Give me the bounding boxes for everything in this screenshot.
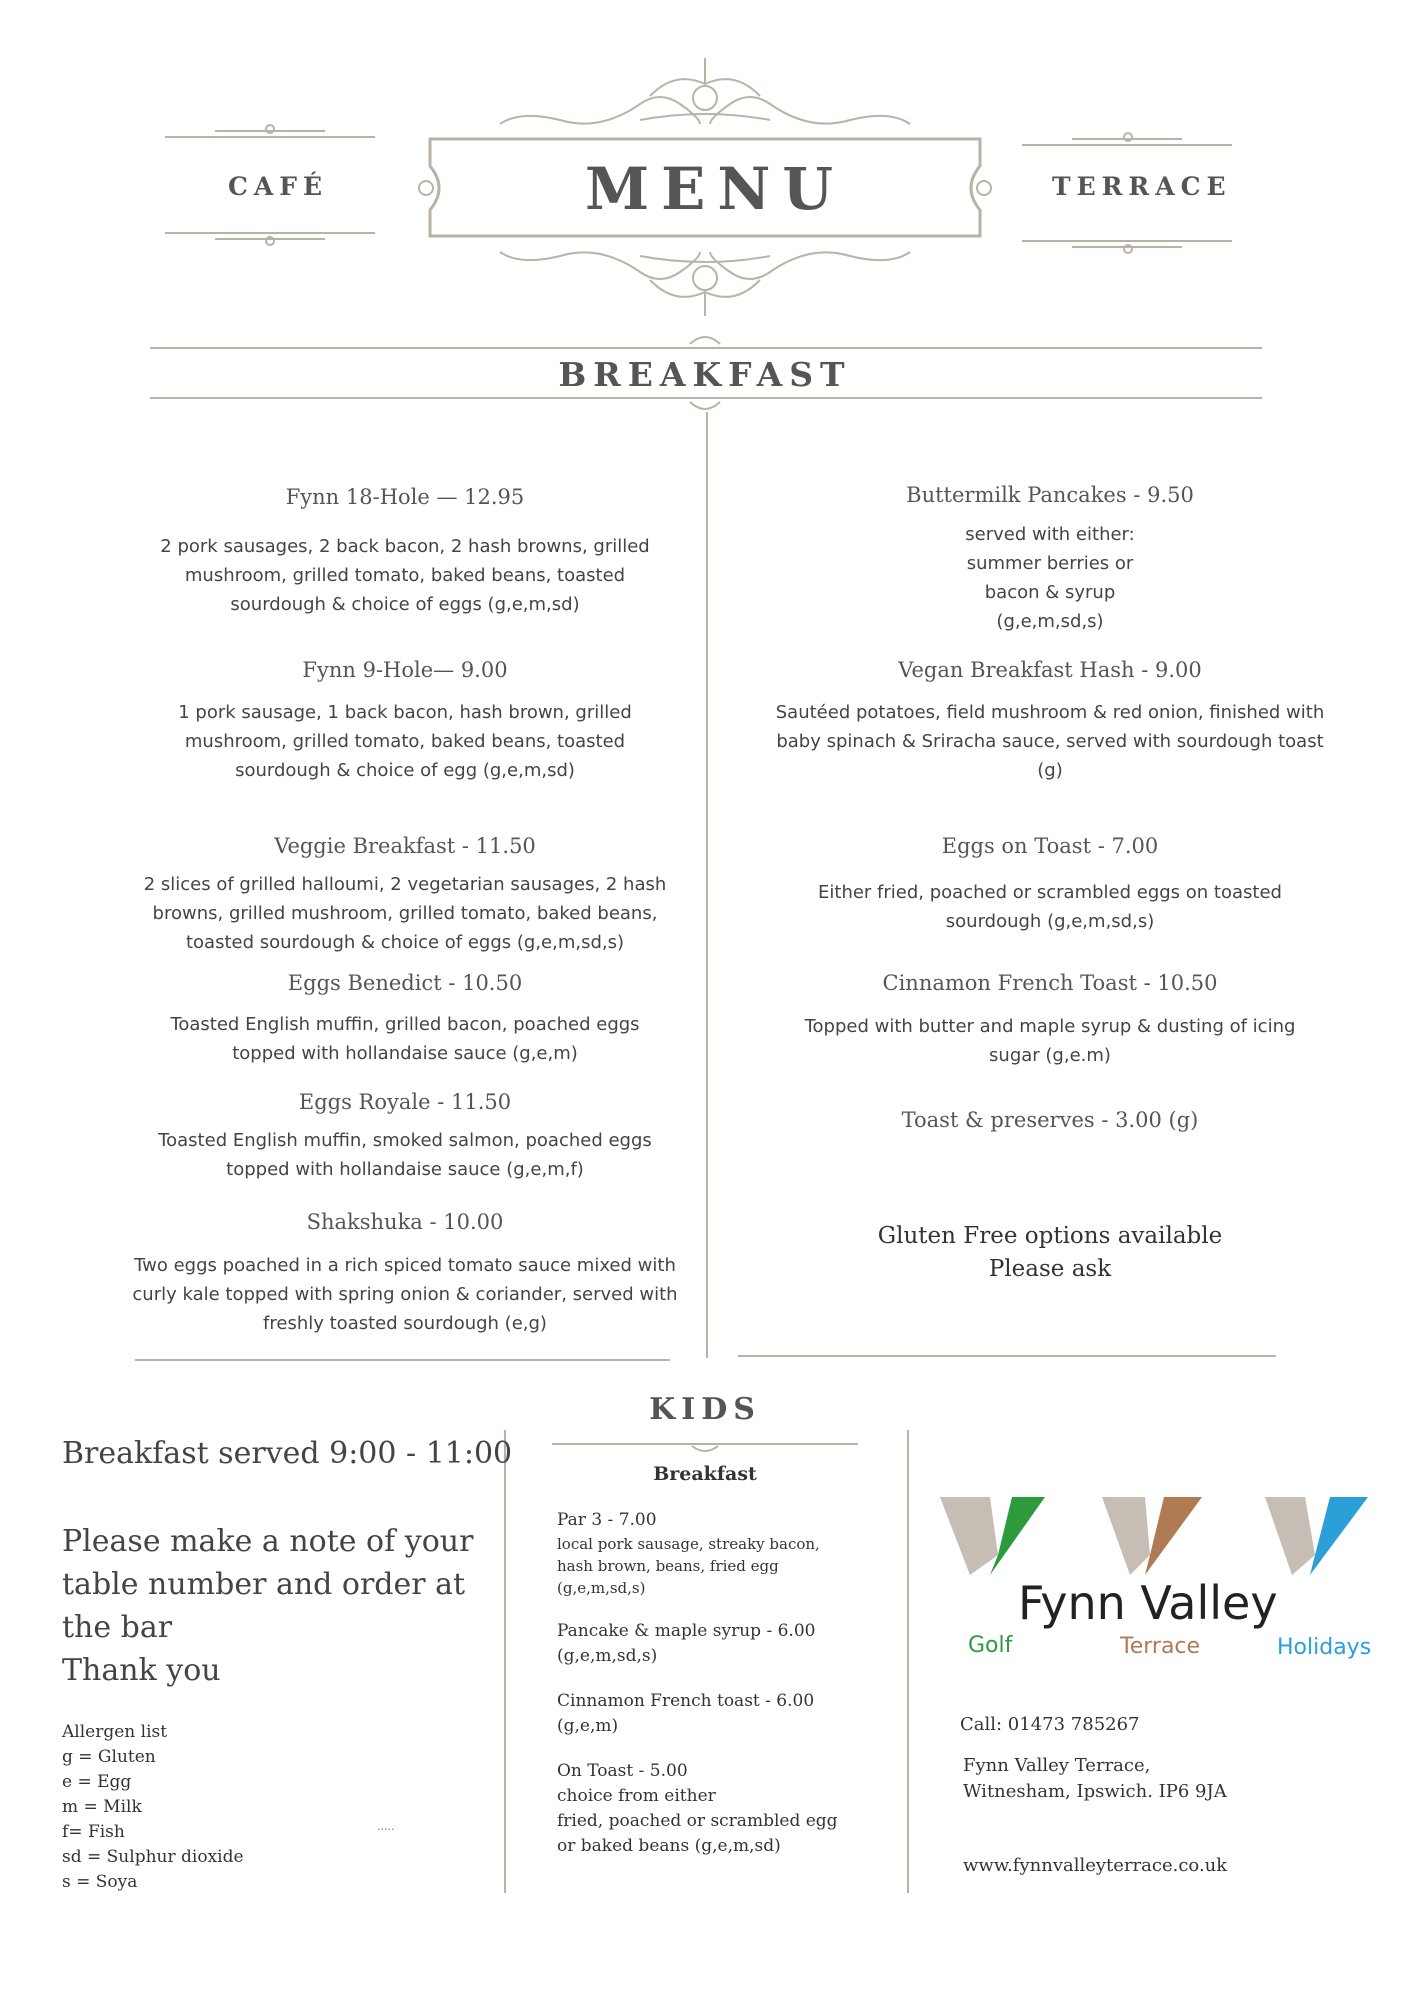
item-title: Buttermilk Pancakes - 9.50: [906, 483, 1194, 507]
kids-item-title: On Toast - 5.00: [557, 1761, 688, 1781]
address-line: Witnesham, Ipswich. IP6 9JA: [963, 1781, 1227, 1802]
brand-holidays: Holidays: [1277, 1635, 1372, 1660]
kids-item-title: Par 3 - 7.00: [557, 1510, 657, 1530]
item-desc: Sautéed potatoes, field mushroom & red onion, finished with baby spinach & Sriracha sauce, served with sourdough toast (g): [775, 702, 1325, 781]
desc-line: bacon & syrup: [984, 582, 1116, 603]
desc-line: summer berries or: [966, 553, 1134, 574]
brand-name: Fynn Valley: [1018, 1576, 1278, 1630]
gluten-free-note: [780, 1220, 1320, 1286]
terrace-label: TERRACE: [1052, 172, 1232, 201]
item-desc: 1 pork sausage, 1 back bacon, hash brown, grilled mushroom, grilled tomato, baked beans, toasted sourdough & choice of egg (g,e,m,sd): [178, 702, 632, 781]
website-link[interactable]: www.fynnvalleyterrace.co.uk: [963, 1855, 1228, 1876]
kids-item-desc: (g,e,m,sd,s): [557, 1646, 658, 1666]
address: [963, 1753, 1227, 1805]
allergen-item: s = Soya: [62, 1872, 138, 1892]
item-desc: Either fried, poached or scrambled eggs on toasted sourdough (g,e,m,sd,s): [818, 882, 1282, 932]
item-desc: 2 pork sausages, 2 back bacon, 2 hash browns, grilled mushroom, grilled tomato, baked beans, toasted sourdough & choice of eggs (g,e,m,sd): [160, 536, 650, 615]
kids-title: KIDS: [649, 1392, 761, 1427]
item-title: Eggs on Toast - 7.00: [941, 834, 1159, 858]
note-line: the bar: [62, 1610, 173, 1645]
item-desc: [850, 520, 1250, 636]
item-title: Eggs Benedict - 10.50: [287, 971, 523, 995]
item-desc: Two eggs poached in a rich spiced tomato sauce mixed with curly kale topped with spring onion & coriander, served with freshly toasted sourdough (e,g): [132, 1255, 678, 1334]
item-title: Cinnamon French Toast - 10.50: [882, 971, 1218, 995]
list-item: [557, 1759, 902, 1859]
item-title: Eggs Royale - 11.50: [298, 1090, 512, 1114]
kids-item-desc: fried, poached or scrambled egg: [557, 1811, 838, 1831]
brand-logo-marks: [940, 1495, 1380, 1580]
allergen-item: f= Fish: [62, 1822, 125, 1842]
list-item: [557, 1619, 902, 1669]
item-desc: 2 slices of grilled halloumi, 2 vegetarian sausages, 2 hash browns, grilled mushroom, grilled tomato, baked beans, toasted sourdough & choice of eggs (g,e,m,sd,s): [143, 874, 667, 953]
kids-item-desc: hash brown, beans, fried egg: [557, 1557, 779, 1575]
note-line: Thank you: [62, 1653, 221, 1688]
item-title: Toast & preserves - 3.00 (g): [901, 1108, 1199, 1132]
brand-golf: Golf: [968, 1633, 1013, 1658]
serving-times: Breakfast served 9:00 - 11:00: [62, 1436, 513, 1471]
kids-items: [557, 1508, 902, 1859]
desc-line: (g,e,m,sd,s): [996, 611, 1104, 632]
cafe-label: CAFÉ: [228, 172, 329, 201]
note-line: table number and order at: [62, 1567, 466, 1602]
item-title: Veggie Breakfast - 11.50: [274, 834, 536, 858]
dots: .....: [377, 1820, 395, 1833]
kids-item-desc: or baked beans (g,e,m,sd): [557, 1836, 781, 1856]
item-desc: Toasted English muffin, smoked salmon, poached eggs topped with hollandaise sauce (g,e,m,f): [158, 1130, 652, 1180]
order-note: [62, 1520, 473, 1692]
allergen-item: m = Milk: [62, 1797, 142, 1817]
brand-terrace: Terrace: [1120, 1634, 1201, 1659]
list-item: [557, 1689, 902, 1739]
list-item: [557, 1508, 902, 1599]
note-line: Please make a note of your: [62, 1524, 474, 1559]
kids-item-title: Pancake & maple syrup - 6.00: [557, 1621, 816, 1641]
allergen-item: g = Gluten: [62, 1747, 156, 1767]
page-title: MENU: [584, 155, 845, 223]
breakfast-title: BREAKFAST: [558, 355, 852, 394]
allergen-title: Allergen list: [62, 1722, 168, 1742]
allergen-item: sd = Sulphur dioxide: [62, 1847, 244, 1867]
phone-number: Call: 01473 785267: [960, 1714, 1140, 1735]
kids-subtitle: Breakfast: [653, 1463, 757, 1485]
item-title: Fynn 9-Hole— 9.00: [302, 658, 508, 682]
allergen-item: e = Egg: [62, 1772, 132, 1792]
note-line: Please ask: [988, 1256, 1112, 1282]
note-line: Gluten Free options available: [877, 1223, 1223, 1249]
kids-item-desc: local pork sausage, streaky bacon,: [557, 1535, 820, 1553]
address-line: Fynn Valley Terrace,: [963, 1755, 1151, 1776]
allergen-list: [62, 1720, 244, 1895]
item-desc: Toasted English muffin, grilled bacon, poached eggs topped with hollandaise sauce (g,e,m): [170, 1014, 640, 1064]
kids-item-desc: (g,e,m): [557, 1716, 619, 1736]
kids-item-title: Cinnamon French toast - 6.00: [557, 1691, 815, 1711]
item-title: Fynn 18-Hole — 12.95: [285, 485, 525, 509]
desc-line: served with either:: [965, 524, 1135, 545]
kids-item-desc: (g,e,m,sd,s): [557, 1579, 646, 1597]
item-title: Shakshuka - 10.00: [306, 1210, 504, 1234]
kids-item-desc: choice from either: [557, 1786, 716, 1806]
item-desc: Topped with butter and maple syrup & dusting of icing sugar (g,e.m): [804, 1016, 1296, 1066]
item-title: Vegan Breakfast Hash - 9.00: [898, 658, 1202, 682]
